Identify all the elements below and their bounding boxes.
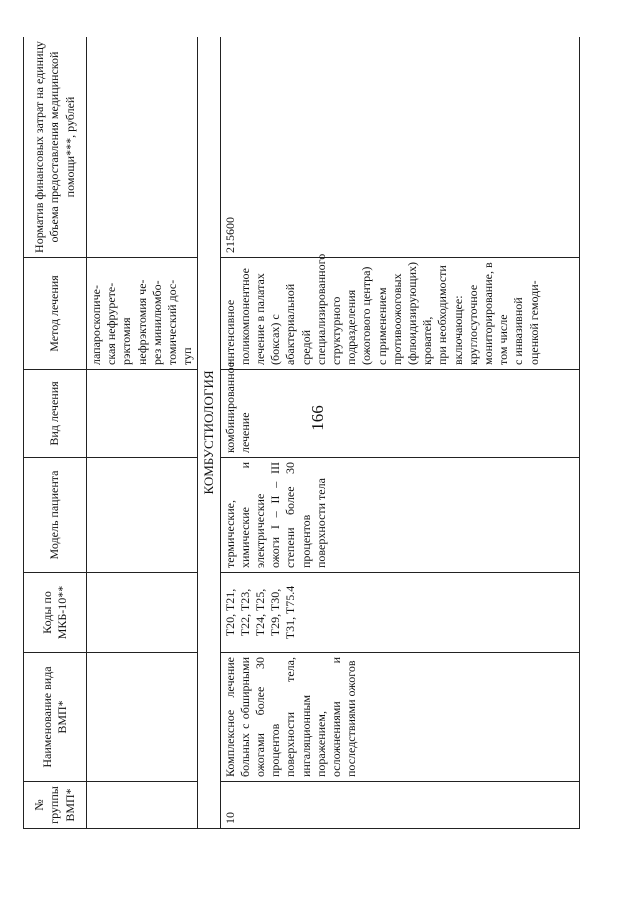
method-line: структурного — [329, 296, 344, 365]
header-row — [24, 37, 87, 829]
method-line: рез минилюмбо- — [149, 280, 164, 365]
section-row — [198, 37, 220, 829]
continuation-row — [87, 37, 198, 829]
header-vmp-name: Наименование вида ВМП* — [24, 653, 87, 782]
method-line: (флюидизирующих) кроватей, — [405, 261, 435, 365]
method-line: оценкой гемоди- — [526, 280, 541, 365]
section-title: КОМБУСТИОЛОГИЯ — [198, 37, 220, 829]
method-line: абактериальной — [283, 283, 298, 365]
cost-cell: 215600 — [220, 37, 579, 258]
header-treatment-type: Вид лечения — [24, 370, 87, 458]
method-line: (ожогового центра) с применением противоожоговых — [359, 266, 404, 365]
vmp-name-cell: Комплексное лечение больных с обширными ожогами более 30 процентов поверхности тела, ингаляционным поражением, осложнениями и последствиями ожогов — [220, 653, 579, 782]
method-line: средой специализированного — [298, 253, 328, 365]
header-icd-codes: Коды по МКБ-10** — [24, 573, 87, 653]
method-line: ская нефрурете- — [104, 282, 119, 365]
cell-empty — [87, 653, 198, 782]
page-number: 166 — [308, 405, 327, 431]
continued-method-cell — [87, 258, 198, 370]
treatment-method-cell — [220, 253, 579, 370]
vmp-table — [23, 37, 580, 829]
method-line: лечение в палатах (боксах) с — [253, 273, 283, 365]
method-line: мониторирование, в том числе — [481, 262, 511, 365]
method-line: туп — [180, 347, 195, 365]
table-row — [220, 37, 579, 829]
cell-empty — [87, 782, 198, 829]
cell-empty — [87, 458, 198, 573]
method-line: круглосуточное — [465, 284, 480, 365]
method-line: интенсивное поликомпонентное — [222, 268, 252, 365]
header-group-number: № группы ВМП* — [24, 782, 87, 829]
continued-method-list — [89, 262, 195, 365]
method-line: лапароскопиче- — [89, 285, 103, 365]
method-line: с инвазивной — [511, 297, 526, 365]
cell-empty — [87, 573, 198, 653]
cell-empty — [87, 370, 198, 458]
icd-codes-cell: T20, T21, T22, T23, T24, T25, T29, T30, T31, T75.4 — [220, 573, 579, 653]
treatment-type-cell: комбинированное лечение — [220, 370, 579, 458]
method-line: нефрэктомия че- — [134, 279, 149, 365]
cell-empty — [87, 37, 198, 258]
header-treatment-method: Метод лечения — [24, 258, 87, 370]
header-patient-model: Модель пациента — [24, 458, 87, 573]
group-number-cell: 10 — [220, 782, 579, 829]
method-line: томический дос- — [165, 279, 180, 365]
rotated-table-frame — [23, 37, 590, 829]
landscape-page — [23, 37, 590, 829]
method-line: при необходимости включающее: — [435, 265, 465, 365]
method-line: рэктомия — [119, 317, 134, 365]
header-cost-norm: Норматив финансовых затрат на единицу объема предоставления медицинской помощи***, рублей — [24, 37, 87, 258]
treatment-method-list — [222, 253, 542, 365]
patient-model-cell: термические, химические и электрические ожоги I – II – III степени более 30 процентов поверхности тела — [220, 458, 579, 573]
method-line: подразделения — [344, 289, 359, 365]
